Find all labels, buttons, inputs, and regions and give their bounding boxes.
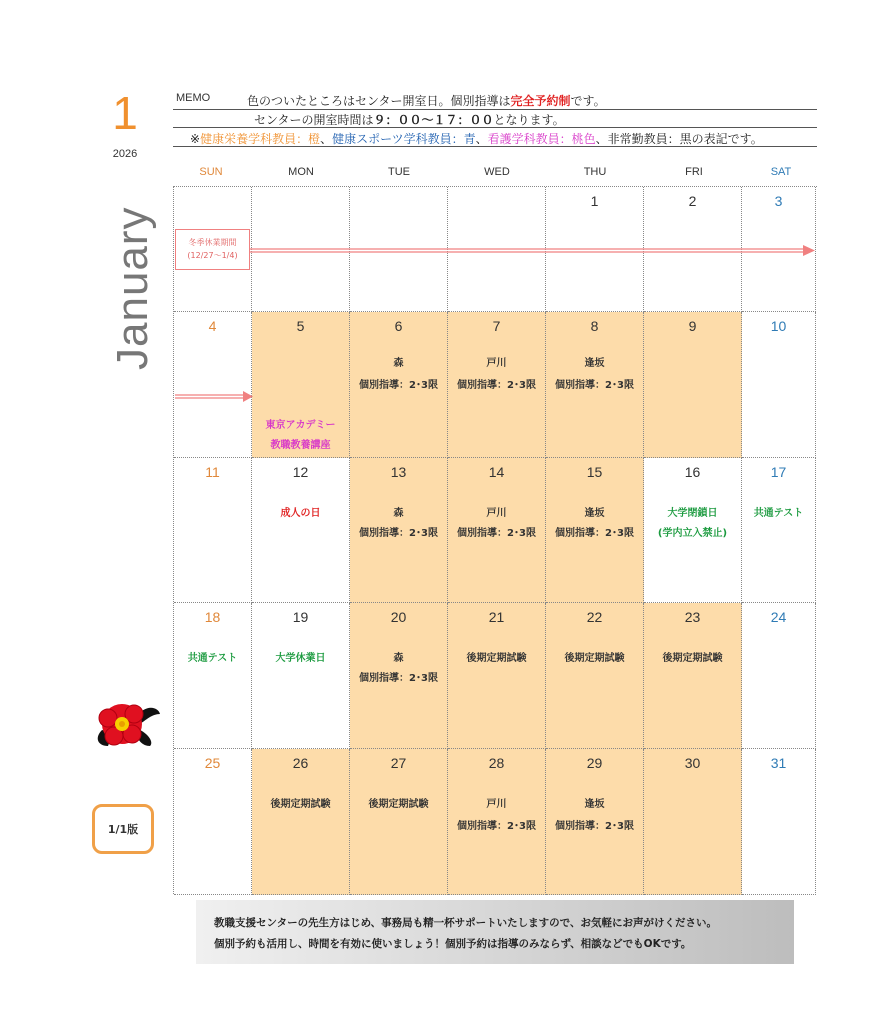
calendar-event: 逢坂 bbox=[584, 799, 605, 810]
day-number-mon: 12 bbox=[292, 464, 309, 480]
calendar-day-cell bbox=[350, 312, 448, 458]
day-number-sat: 3 bbox=[774, 193, 783, 209]
memo-divider-1 bbox=[173, 109, 817, 110]
calendar-day-cell bbox=[350, 749, 448, 895]
calendar-day-cell bbox=[252, 312, 350, 458]
arrow-right-icon bbox=[250, 243, 815, 257]
calendar-event: 後期定期試験 bbox=[466, 653, 527, 664]
version-badge: 1/1版 bbox=[92, 804, 154, 854]
calendar-day-cell bbox=[546, 458, 644, 603]
calendar-day-cell bbox=[448, 603, 546, 749]
day-number-sun: 18 bbox=[204, 609, 221, 625]
memo-line-2 bbox=[254, 111, 565, 128]
day-number-fri: 2 bbox=[688, 193, 697, 209]
arrow-right-icon bbox=[175, 389, 253, 403]
memo-line-1 bbox=[247, 92, 606, 109]
memo-sep-1: 、 bbox=[320, 132, 333, 146]
weekday-sat: SAT bbox=[770, 166, 792, 178]
calendar-event: 逢坂 bbox=[584, 508, 605, 519]
calendar-day-cell bbox=[174, 458, 252, 603]
winter-break-range: (12/27～1/4) bbox=[187, 251, 238, 260]
calendar-day-cell bbox=[448, 458, 546, 603]
calendar-event: 共通テスト bbox=[753, 508, 804, 519]
day-number-wed: 7 bbox=[492, 318, 501, 334]
day-number-mon: 26 bbox=[292, 755, 309, 771]
memo-line-2-end: となります。 bbox=[493, 113, 565, 127]
day-number-wed: 28 bbox=[488, 755, 505, 771]
calendar-event: 戸川 bbox=[486, 358, 507, 369]
day-number-fri: 30 bbox=[684, 755, 701, 771]
day-number-thu: 22 bbox=[586, 609, 603, 625]
calendar-event: (学内立入禁止) bbox=[657, 528, 728, 539]
day-number-sat: 17 bbox=[770, 464, 787, 480]
weekday-sun: SUN bbox=[199, 166, 223, 178]
calendar-day-cell bbox=[350, 458, 448, 603]
banner-line-2: 個別予約も活用し、時間を有効に使いましょう！個別予約は指導のみならず、相談などでもOKです。 bbox=[214, 938, 692, 950]
calendar-day-cell bbox=[546, 312, 644, 458]
weekday-thu: THU bbox=[583, 166, 607, 178]
calendar-event: 個別指導：2･3限 bbox=[555, 528, 634, 539]
day-number-sun: 25 bbox=[204, 755, 221, 771]
day-number-sat: 24 bbox=[770, 609, 787, 625]
calendar-day-cell bbox=[644, 749, 742, 895]
day-number-fri: 9 bbox=[688, 318, 697, 334]
day-number-tue: 20 bbox=[390, 609, 407, 625]
memo-reservation-note: 完全予約制 bbox=[510, 94, 571, 108]
calendar-day-cell bbox=[252, 749, 350, 895]
calendar-event: 大学休業日 bbox=[275, 653, 326, 664]
memo-nursing-legend: 看護学科教員：桃色 bbox=[487, 132, 596, 146]
calendar-event: 個別指導：2･3限 bbox=[457, 528, 536, 539]
banner-line-1: 教職支援センターの先生方はじめ、事務局も精一杯サポートいたしますので、お気軽にお声がけください。 bbox=[214, 917, 717, 929]
memo-nutrition-legend: 健康栄養学科教員：橙 bbox=[200, 132, 321, 146]
calendar-event: 大学閉鎖日 bbox=[667, 508, 718, 519]
day-number-wed: 14 bbox=[488, 464, 505, 480]
winter-break-title: 冬季休業期間 bbox=[188, 238, 237, 247]
calendar-event: 森 bbox=[393, 653, 404, 664]
memo-hours: ９：００～１７：００ bbox=[373, 113, 494, 127]
calendar-event: 森 bbox=[393, 508, 404, 519]
calendar-day-cell bbox=[252, 458, 350, 603]
calendar-event: 戸川 bbox=[486, 508, 507, 519]
weekday-wed: WED bbox=[484, 166, 510, 178]
calendar-event: 後期定期試験 bbox=[270, 799, 331, 810]
day-number-sun: 11 bbox=[205, 464, 220, 480]
calendar-event: 成人の日 bbox=[280, 508, 321, 519]
calendar-event: 森 bbox=[393, 358, 404, 369]
camellia-flower-icon bbox=[94, 700, 160, 748]
calendar-event: 個別指導：2･3限 bbox=[359, 380, 438, 391]
calendar-day-cell bbox=[174, 749, 252, 895]
calendar-day-cell bbox=[742, 312, 816, 458]
memo-line-1-text: 色のついたところはセンター開室日。個別指導は bbox=[247, 94, 511, 108]
memo-sep-2: 、 bbox=[475, 132, 488, 146]
calendar-event: 逢坂 bbox=[584, 358, 605, 369]
day-number-thu: 8 bbox=[590, 318, 599, 334]
day-number-wed: 21 bbox=[488, 609, 505, 625]
memo-parttime-legend: 、非常勤教員：黒の表記です。 bbox=[595, 132, 763, 146]
month-number: 1 bbox=[112, 87, 138, 139]
day-number-sun: 4 bbox=[208, 318, 217, 334]
calendar-event: 共通テスト bbox=[187, 653, 238, 664]
calendar-day-cell bbox=[644, 458, 742, 603]
calendar-day-cell bbox=[174, 312, 252, 458]
calendar-day-cell bbox=[644, 603, 742, 749]
calendar-event: 個別指導：2･3限 bbox=[359, 528, 438, 539]
day-number-tue: 27 bbox=[390, 755, 407, 771]
memo-divider-3 bbox=[173, 146, 817, 147]
weekday-fri: FRI bbox=[685, 166, 703, 178]
calendar-event: 後期定期試験 bbox=[368, 799, 429, 810]
calendar-event: 教職教養講座 bbox=[270, 440, 331, 451]
weekday-mon: MON bbox=[288, 166, 314, 178]
memo-sports-legend: 健康スポーツ学科教員：青 bbox=[332, 132, 476, 146]
memo-line-1-end: です。 bbox=[570, 94, 606, 108]
calendar-event: 個別指導：2･3限 bbox=[555, 821, 634, 832]
calendar-day-cell bbox=[742, 603, 816, 749]
memo-label: MEMO bbox=[176, 92, 211, 104]
memo-note-mark: ※ bbox=[190, 132, 201, 146]
calendar-day-cell bbox=[174, 603, 252, 749]
day-number-thu: 29 bbox=[586, 755, 603, 771]
calendar-day-cell bbox=[644, 312, 742, 458]
calendar-grid bbox=[173, 186, 817, 894]
winter-break-box bbox=[175, 229, 250, 270]
day-number-fri: 23 bbox=[684, 609, 701, 625]
day-number-sat: 31 bbox=[770, 755, 787, 771]
day-number-thu: 1 bbox=[590, 193, 599, 209]
calendar-day-cell bbox=[448, 312, 546, 458]
memo-divider-2 bbox=[173, 127, 817, 128]
day-number-fri: 16 bbox=[684, 464, 701, 480]
weekday-tue: TUE bbox=[388, 166, 410, 178]
day-number-mon: 19 bbox=[292, 609, 309, 625]
calendar-event: 戸川 bbox=[486, 799, 507, 810]
calendar-day-cell bbox=[546, 749, 644, 895]
calendar-event: 後期定期試験 bbox=[564, 653, 625, 664]
day-number-thu: 15 bbox=[586, 464, 603, 480]
memo-line-3 bbox=[190, 130, 763, 147]
calendar-day-cell bbox=[742, 749, 816, 895]
calendar-event: 後期定期試験 bbox=[662, 653, 723, 664]
info-banner bbox=[196, 900, 794, 964]
day-number-tue: 6 bbox=[394, 318, 403, 334]
day-number-sat: 10 bbox=[770, 318, 787, 334]
calendar-event: 個別指導：2･3限 bbox=[555, 380, 634, 391]
calendar-event: 東京アカデミー bbox=[265, 420, 336, 431]
calendar-event: 個別指導：2･3限 bbox=[359, 673, 438, 684]
day-number-tue: 13 bbox=[390, 464, 407, 480]
calendar-event: 個別指導：2･3限 bbox=[457, 821, 536, 832]
calendar-day-cell bbox=[546, 603, 644, 749]
month-name: January bbox=[108, 206, 157, 370]
memo-line-2-text: センターの開室時間は bbox=[254, 113, 374, 127]
calendar-day-cell bbox=[350, 603, 448, 749]
day-number-mon: 5 bbox=[296, 318, 305, 334]
calendar-day-cell bbox=[252, 603, 350, 749]
calendar-event: 個別指導：2･3限 bbox=[457, 380, 536, 391]
calendar-day-cell bbox=[742, 458, 816, 603]
year-label: 2026 bbox=[112, 148, 138, 160]
calendar-day-cell bbox=[448, 749, 546, 895]
